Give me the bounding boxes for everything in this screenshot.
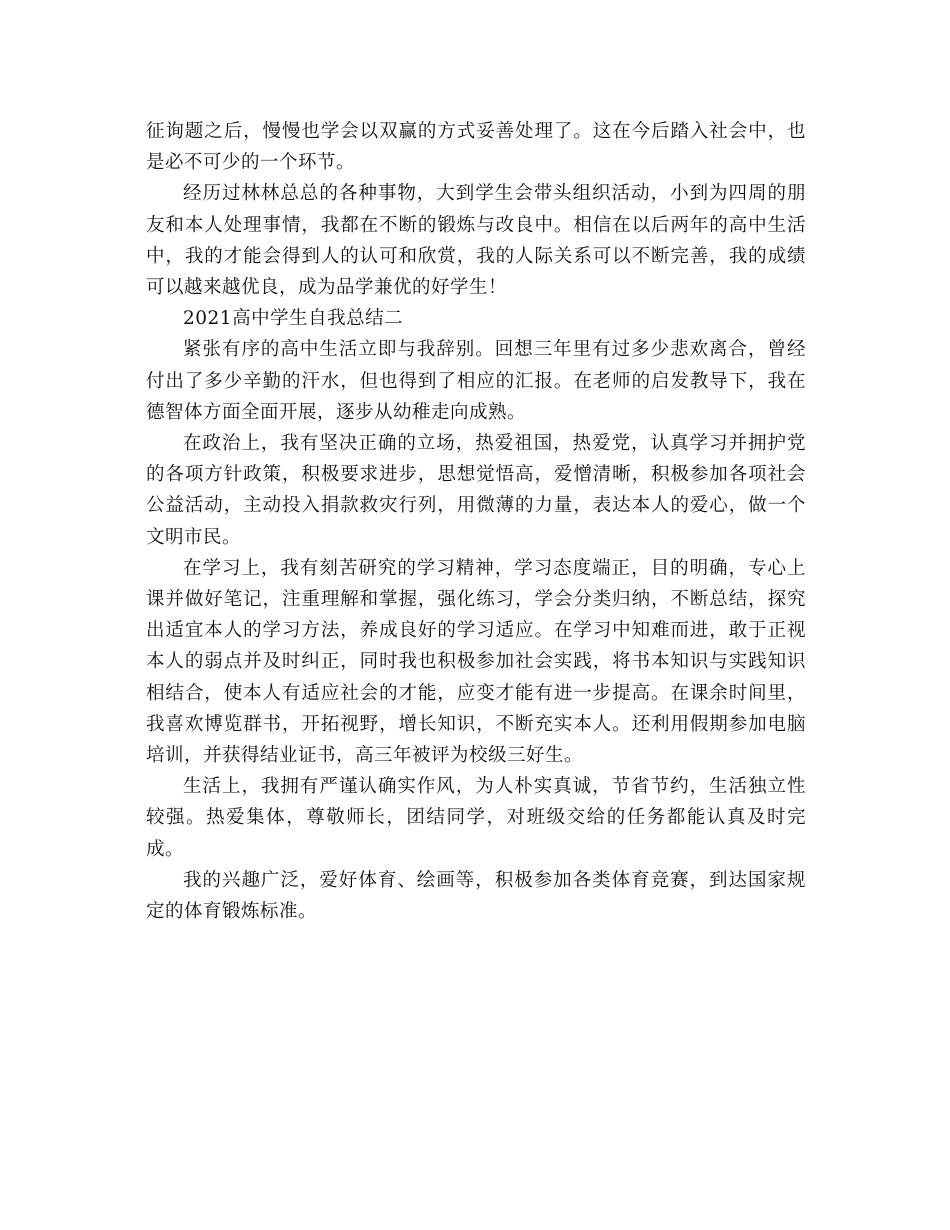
paragraph: 我的兴趣广泛，爱好体育、绘画等，积极参加各类体育竞赛，到达国家规定的体育锻炼标准。 xyxy=(146,869,806,923)
section-heading: 2021高中学生自我总结二 xyxy=(183,308,404,330)
paragraph: 在学习上，我有刻苦研究的学习精神，学习态度端正，目的明确，专心上课并做好笔记，注重理解和掌握，强化练习，学会分类归纳，不断总结，探究出适宜本人的学习方法，养成良好的学习适应。在学习中知难而进，敢于正视本人的弱点并及时纠正，同时我也积极参加社会实践，将书本知识与实践知识相结合，使本人有适应社会的才能，应变才能有进一步提高。在课余时间里，我喜欢博览群书，开拓视野，增长知识，不断充实本人。还利用假期参加电脑培训，并获得结业证书，高三年被评为校级三好生。 xyxy=(146,557,806,767)
paragraph-continuation: 征询题之后，慢慢也学会以双赢的方式妥善处理了。这在今后踏入社会中，也是必不可少的一个环节。 xyxy=(146,121,806,174)
paragraph: 生活上，我拥有严谨认确实作风，为人朴实真诚，节省节约，生活独立性较强。热爱集体，尊敬师长，团结同学，对班级交给的任务都能认真及时完成。 xyxy=(146,776,806,860)
paragraph: 紧张有序的高中生活立即与我辞别。回想三年里有过多少悲欢离合，曾经付出了多少辛勤的汗水，但也得到了相应的汇报。在老师的启发教导下，我在德智体方面全面开展，逐步从幼稚走向成熟。 xyxy=(146,339,806,423)
paragraph: 在政治上，我有坚决正确的立场，热爱祖国，热爱党，认真学习并拥护党的各项方针政策，积极要求进步，思想觉悟高，爱憎清晰，积极参加各项社会公益活动，主动投入捐款救灾行列，用微薄的力量，表达本人的爱心，做一个文明市民。 xyxy=(146,433,806,548)
document-body xyxy=(146,116,806,927)
paragraph: 经历过林林总总的各种事物，大到学生会带头组织活动，小到为四周的朋友和本人处理事情，我都在不断的锻炼与改良中。相信在以后两年的高中生活中，我的才能会得到人的认可和欣赏，我的人际关系可以不断完善，我的成绩可以越来越优良，成为品学兼优的好学生！ xyxy=(146,183,806,299)
